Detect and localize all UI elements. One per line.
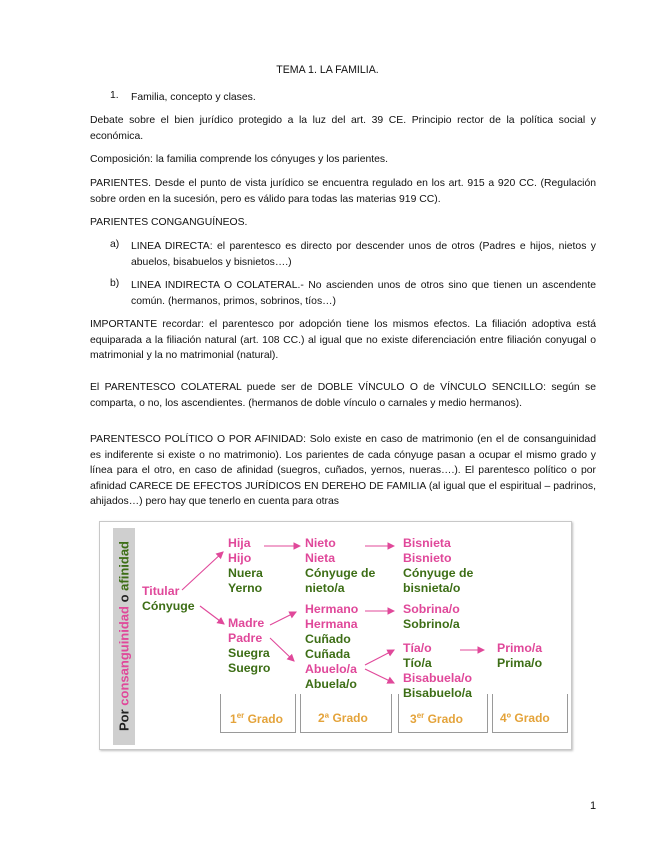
section-number: 1. bbox=[110, 90, 119, 101]
paragraph-composicion: Composición: la familia comprende los cónyuges y los parientes. bbox=[90, 154, 389, 165]
page-number: 1 bbox=[590, 800, 597, 812]
arrow-abuelo-to-bisabuela bbox=[365, 669, 394, 683]
paragraph-colateral: El PARENTESCO COLATERAL puede ser de DOBLE VÍNCULO O de VÍNCULO SENCILLO: según se comparta, o no, los ascendientes. (hermanos de doble vínculo o carnales y medio hermanos). bbox=[90, 382, 596, 409]
column-3-top: Bisnieta Bisnieto Cónyuge de bisnieta/o bbox=[403, 536, 474, 595]
label-conyuge: Cónyuge bbox=[142, 599, 195, 613]
column-3-middle: Sobrina/o Sobrino/a bbox=[403, 602, 460, 631]
list-marker-b: b) bbox=[110, 278, 120, 289]
paragraph-importante: IMPORTANTE recordar: el parentesco por adopción tiene los mismos efectos. La filiación adoptiva está equiparada a la filiación natural (art. 108 CC.) al igual que no existe diferenciación entre filiación conyugal o matrimonial y la no matrimonial (natural). bbox=[90, 319, 596, 362]
paragraph-parientes: PARIENTES. Desde el punto de vista jurídico se encuentra regulado en los art. 915 a 920 CC. (Regulación sobre orden en la sucesión, pero es válido para todas las materias 919 CC). bbox=[90, 178, 596, 205]
list-item-linea-indirecta: LINEA INDIRECTA O COLATERAL.- No ascienden unos de otros sino que tienen un ascendente común. (hermanos, primos, sobrinos, tíos…) bbox=[131, 280, 596, 307]
grado-2-label: 2ª Grado bbox=[318, 711, 368, 725]
side-label: Por consanguinidad o afinidad bbox=[116, 541, 132, 731]
column-3-bottom: Tía/o Tío/a Bisabuela/o Bisabuelo/a bbox=[403, 641, 473, 700]
label-titular: Titular bbox=[142, 584, 180, 598]
paragraph-politico: PARENTESCO POLÍTICO O POR AFINIDAD: Solo existe en caso de matrimonio (en el de consanguinidad es indiferente si existe o no matrimonio). Los parientes de cada cónyuge pasan a ocupar el mismo grado y línea para el otro, en caso de afinidad (suegros, cuñados, yernos, nueras….). El parentesco político o por afinidad CARECE DE EFECTOS JURÍDICOS EN DEREHO DE FAMILIA (al igual que el espiritual – padrinos, ahijados…) pero hay que tenerlo en cuenta para otras bbox=[90, 434, 596, 508]
column-1-bottom: Madre Padre Suegra Suegro bbox=[228, 616, 271, 675]
column-1-top: Hija Hijo Nuera Yerno bbox=[228, 536, 263, 595]
grado-1-label: 1er Grado bbox=[230, 711, 283, 726]
arrow-padre-to-abuelo bbox=[270, 638, 294, 661]
grado-3-label: 3er Grado bbox=[410, 711, 463, 726]
arrow-abuelo-to-tia bbox=[365, 650, 394, 665]
kinship-degree-diagram bbox=[99, 521, 572, 750]
arrow-titular-to-hijos bbox=[182, 552, 223, 590]
arrow-conyuge-to-padres bbox=[200, 606, 224, 624]
column-2-bottom: Hermano Hermana Cuñado Cuñada Abuelo/a Abuela/o bbox=[305, 602, 359, 691]
page-title: TEMA 1. LA FAMILIA. bbox=[276, 64, 379, 76]
column-2-top: Nieto Nieta Cónyuge de nieto/a bbox=[305, 536, 376, 595]
list-item-linea-directa: LINEA DIRECTA: el parentesco es directo por descender unos de otros (Padres e hijos, nietos y abuelos, bisabuelos y bisnietos….) bbox=[131, 241, 596, 268]
column-4: Primo/a Prima/o bbox=[497, 641, 543, 670]
heading-consanguineos: PARIENTES CONGANGUÍNEOS. bbox=[90, 217, 248, 228]
section-heading: Familia, concepto y clases. bbox=[131, 92, 256, 103]
paragraph-debate: Debate sobre el bien jurídico protegido a la luz del art. 39 CE. Principio rector de la política social y económica. bbox=[90, 115, 596, 142]
list-marker-a: a) bbox=[110, 239, 120, 250]
arrow-madre-to-hermano bbox=[270, 612, 296, 625]
grado-4-label: 4º Grado bbox=[500, 711, 550, 725]
